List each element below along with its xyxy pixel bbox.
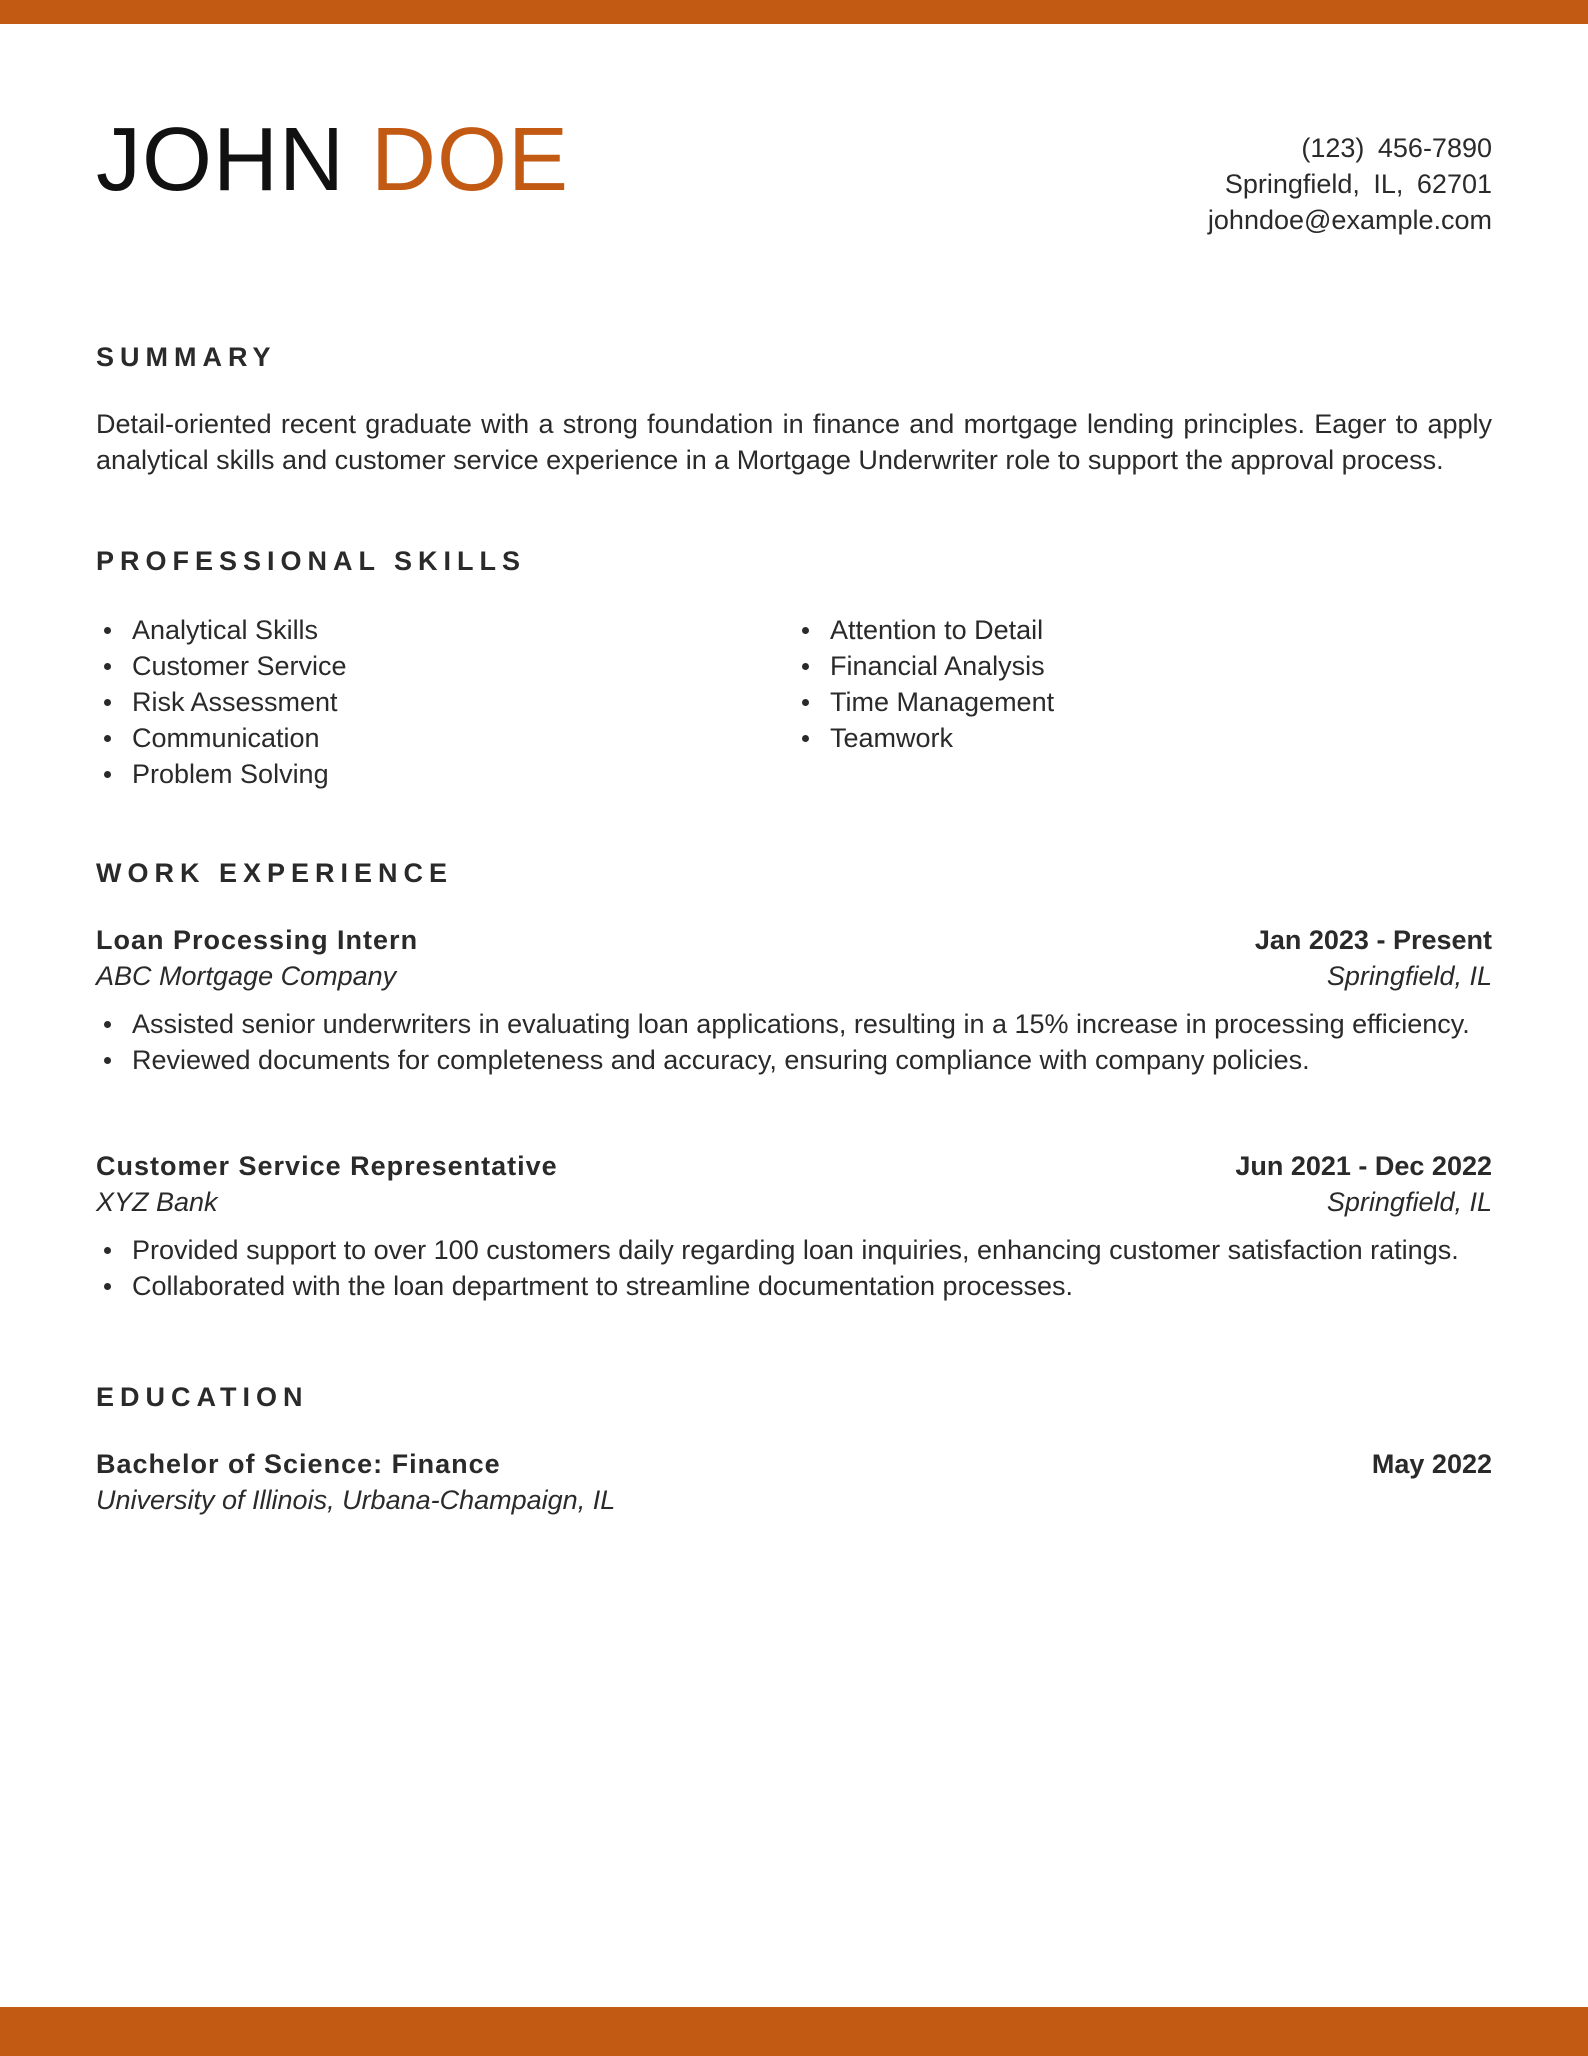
- job-location: Springfield, IL: [1326, 961, 1492, 991]
- job-bullet: Assisted senior underwriters in evaluating loan applications, resulting in a 15% increase in processing efficiency.: [96, 1006, 1492, 1042]
- job-company: ABC Mortgage Company: [96, 961, 397, 991]
- skills-column-right: [794, 612, 1394, 756]
- top-accent-band: [0, 0, 1588, 24]
- last-name: DOE: [371, 110, 570, 210]
- job-title: Customer Service Representative: [96, 1151, 558, 1181]
- education-heading: EDUCATION: [96, 1382, 309, 1412]
- skills-column-left: [96, 612, 696, 792]
- job-bullet: Reviewed documents for completeness and accuracy, ensuring compliance with company policies.: [96, 1042, 1492, 1078]
- contact-address: Springfield, IL, 62701: [1224, 169, 1492, 199]
- summary-text: Detail-oriented recent graduate with a strong foundation in finance and mortgage lending principles. Eager to apply analytical skills and customer service experience in a Mortgage Underwriter role to support the approval process.: [96, 409, 1492, 475]
- candidate-name: [96, 110, 569, 210]
- skills-heading: PROFESSIONAL SKILLS: [96, 546, 527, 576]
- skill-item: Problem Solving: [96, 756, 696, 792]
- resume-header: [96, 110, 1492, 260]
- skill-item: Time Management: [794, 684, 1394, 720]
- job-company: XYZ Bank: [96, 1187, 218, 1217]
- skill-item: Customer Service: [96, 648, 696, 684]
- skill-item: Risk Assessment: [96, 684, 696, 720]
- job-dates: Jan 2023 - Present: [1254, 925, 1492, 955]
- job-entry-2: [96, 1148, 1492, 1304]
- bottom-accent-band: [0, 2007, 1588, 2056]
- skill-item: Teamwork: [794, 720, 1394, 756]
- skill-item: Analytical Skills: [96, 612, 696, 648]
- job-bullet: Collaborated with the loan department to streamline documentation processes.: [96, 1268, 1492, 1304]
- contact-block: [1208, 130, 1492, 238]
- experience-heading: WORK EXPERIENCE: [96, 858, 454, 888]
- job-bullet: Provided support to over 100 customers daily regarding loan inquiries, enhancing customer satisfaction ratings.: [96, 1232, 1492, 1268]
- contact-email: johndoe@example.com: [1207, 205, 1492, 235]
- degree: Bachelor of Science: Finance: [96, 1449, 501, 1479]
- summary-heading: SUMMARY: [96, 342, 277, 372]
- job-title: Loan Processing Intern: [96, 925, 419, 955]
- education-entry: [96, 1446, 1492, 1518]
- graduation-date: May 2022: [1371, 1449, 1492, 1479]
- first-name: JOHN: [96, 110, 345, 210]
- job-entry-1: [96, 922, 1492, 1078]
- school: University of Illinois, Urbana-Champaign, IL: [96, 1485, 616, 1515]
- contact-phone: (123) 456-7890: [1301, 133, 1492, 163]
- skill-item: Financial Analysis: [794, 648, 1394, 684]
- skill-item: Attention to Detail: [794, 612, 1394, 648]
- job-location: Springfield, IL: [1326, 1187, 1492, 1217]
- skill-item: Communication: [96, 720, 696, 756]
- job-dates: Jun 2021 - Dec 2022: [1235, 1151, 1492, 1181]
